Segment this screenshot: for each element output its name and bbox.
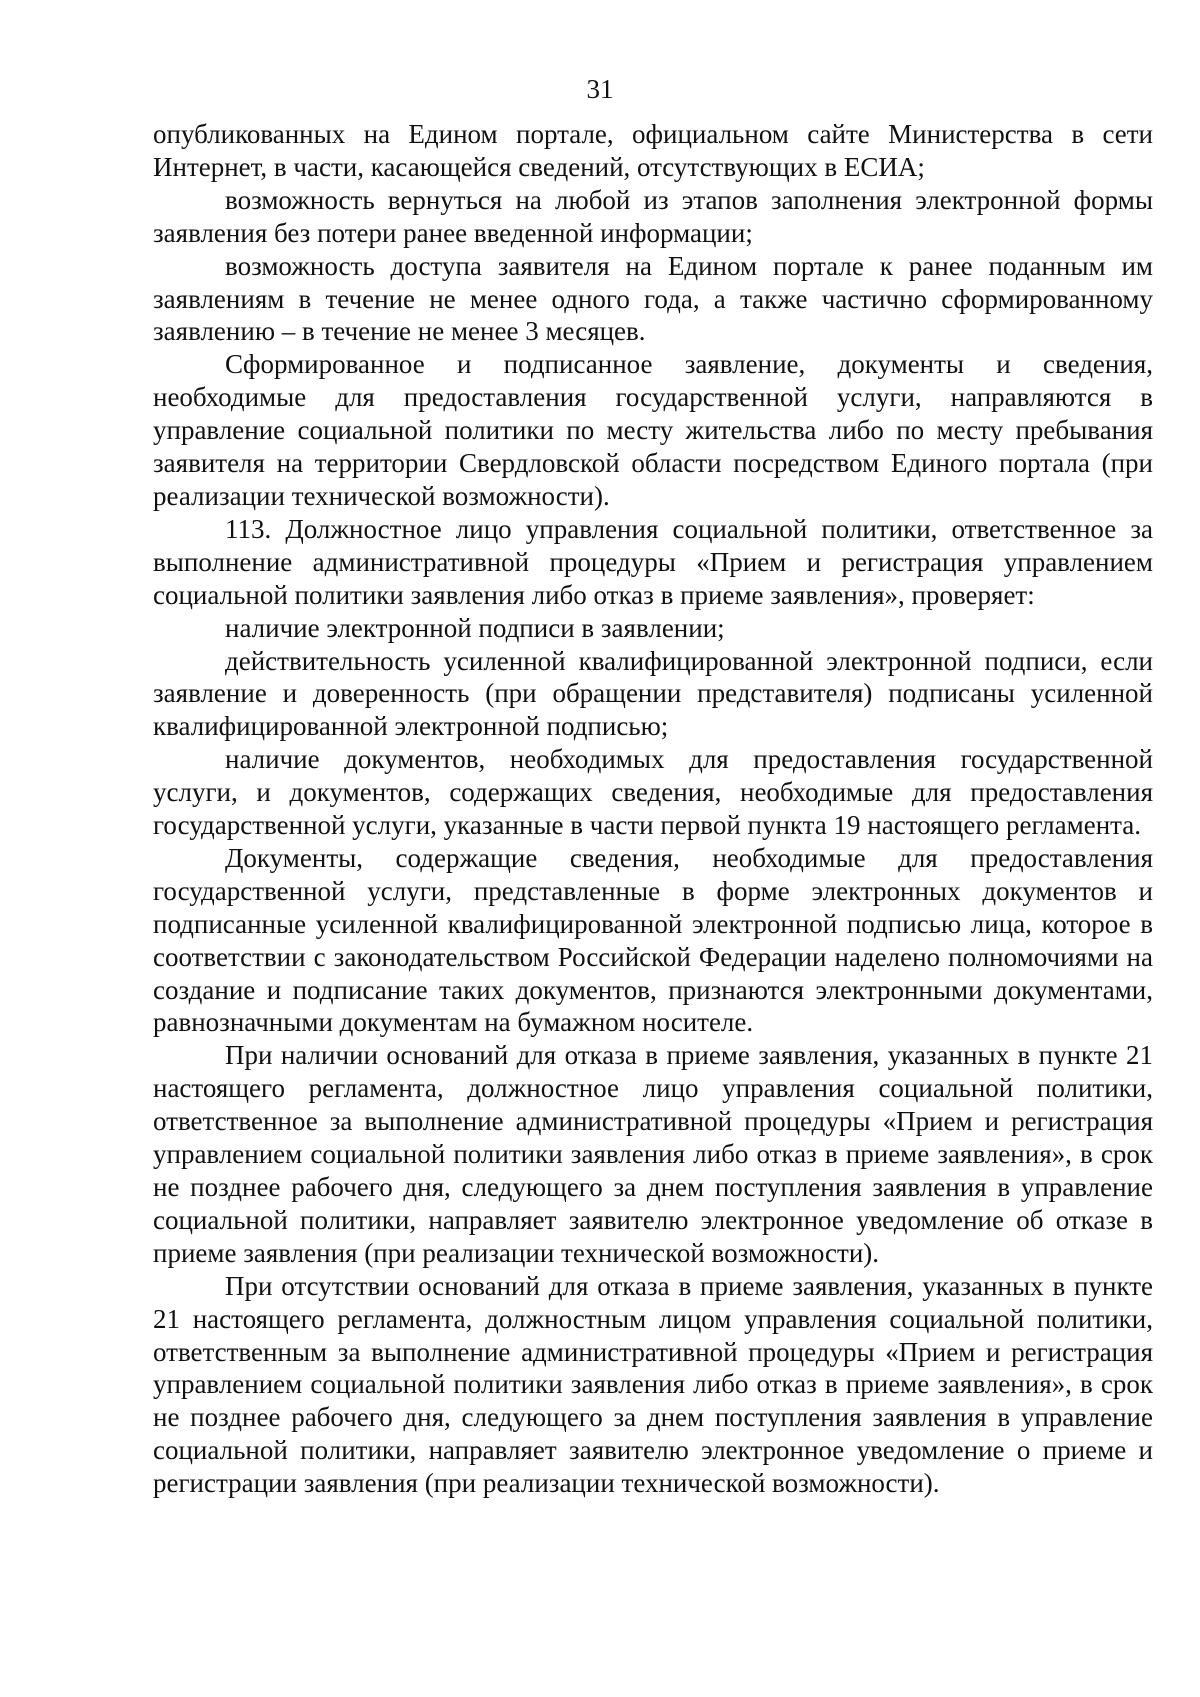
paragraph-documents-presence: наличие документов, необходимых для предоставления государственной услуги, и документов, содержащих сведения, необходимые для предоставления государственной услуги, указанные в части первой пункта 19 настоящего регламента. — [153, 744, 1153, 841]
paragraph-electronic-documents: Документы, содержащие сведения, необходимые для предоставления государственной услуги, представленные в форме электронных документов и подписанные усиленной квалифицированной электронной подписью лица, которое в соответствии с законодательством Российской Федерации наделено полномочиями на создание и подписание таких документов, признаются электронными документами, равнозначными документам на бумажном носителе. — [153, 842, 1153, 1038]
paragraph-access-applications: возможность доступа заявителя на Едином портале к ранее поданным им заявлениям в течение не менее одного года, а также частично сформированному заявлению – в течение не менее 3 месяцев. — [153, 250, 1153, 347]
paragraph-signature-validity: действительность усиленной квалифицированной электронной подписи, если заявление и доверенность (при обращении представителя) подписаны усиленной квалифицированной электронной подписью; — [153, 645, 1153, 742]
document-body — [153, 118, 1153, 1500]
paragraph-113: 113. Должностное лицо управления социальной политики, ответственное за выполнение административной процедуры «Прием и регистрация управлением социальной политики заявления либо отказ в приеме заявления», проверяет: — [153, 513, 1153, 610]
paragraph-signature-presence: наличие электронной подписи в заявлении; — [225, 612, 725, 643]
paragraph-return-to-step: возможность вернуться на любой из этапов заполнения электронной формы заявления без потери ранее введенной информации; — [153, 184, 1153, 248]
paragraph-refusal: При наличии оснований для отказа в приеме заявления, указанных в пункте 21 настоящего регламента, должностное лицо управления социальной политики, ответственное за выполнение административной процедуры «Прием и регистрация управлением социальной политики заявления либо отказ в приеме заявления», в срок не позднее рабочего дня, следующего за днем поступления заявления в управление социальной политики, направляет заявителю электронное уведомление об отказе в приеме заявления (при реализации технической возможности). — [153, 1040, 1153, 1268]
paragraph-submission: Сформированное и подписанное заявление, документы и сведения, необходимые для предоставления государственной услуги, направляются в управление социальной политики по месту жительства либо по месту пребывания заявителя на территории Свердловской области посредством Единого портала (при реализации технической возможности). — [153, 349, 1153, 511]
paragraph-acceptance: При отсутствии оснований для отказа в приеме заявления, указанных в пункте 21 настоящего регламента, должностным лицом управления социальной политики, ответственным за выполнение административной процедуры «Прием и регистрация управлением социальной политики заявления либо отказ в приеме заявления», в срок не позднее рабочего дня, следующего за днем поступления заявления в управление социальной политики, направляет заявителю электронное уведомление о приеме и регистрации заявления (при реализации технической возможности). — [153, 1270, 1153, 1499]
page-number: 31 — [586, 74, 614, 104]
paragraph-continuation: опубликованных на Едином портале, официальном сайте Министерства в сети Интернет, в части, касающейся сведений, отсутствующих в ЕСИА; — [153, 119, 1153, 182]
